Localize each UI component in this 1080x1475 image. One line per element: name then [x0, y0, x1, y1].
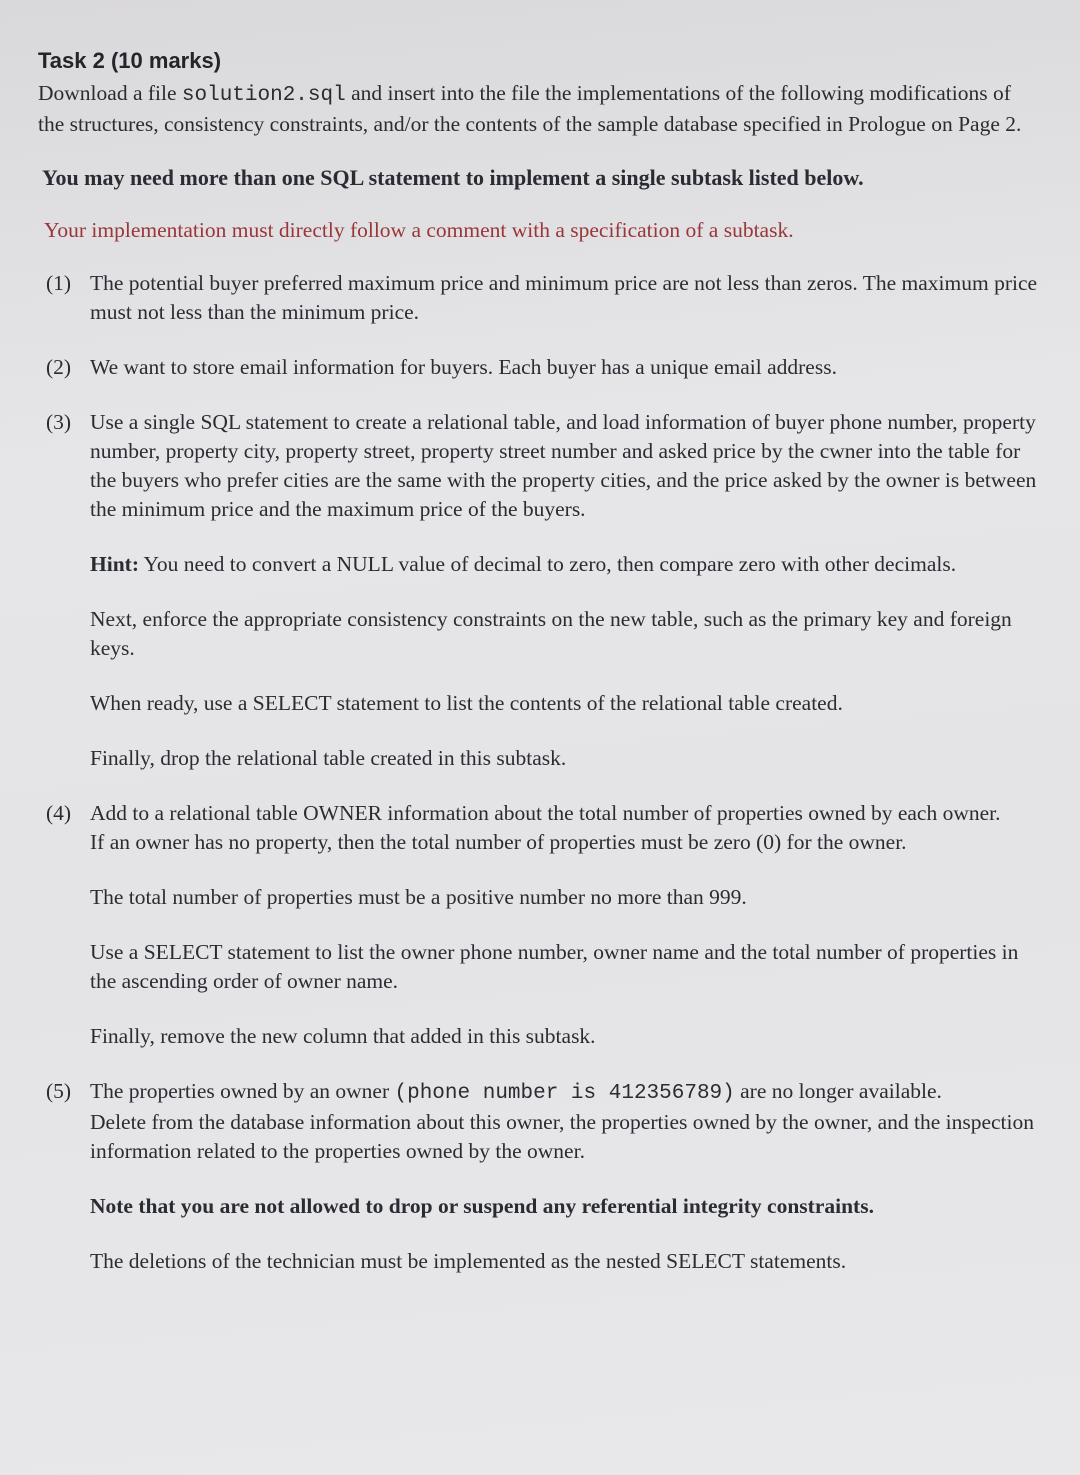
subtask-number: (2) — [46, 355, 72, 379]
subtask-4-paragraph: Add to a relational table OWNER information about the total number of properties owned by each owner. — [90, 801, 1001, 825]
subtask-2 — [38, 353, 1038, 382]
p1-post: are no longer available. — [734, 1079, 942, 1103]
task-intro — [38, 79, 1038, 139]
subtask-3-paragraph: Use a single SQL statement to create a relational table, and load information of buyer phone number, property number, property city, property street, property street number and asked price by the cwner into the table for the buyers who prefer cities are the same with the property cities, and the price asked by the owner is between the minimum price and the maximum price of the buyers. — [90, 410, 1037, 521]
subtask-5 — [38, 1077, 1038, 1276]
subtask-4-paragraph: If an owner has no property, then the total number of properties must be zero (0) for the owner. — [90, 830, 907, 854]
subtask-5-paragraph: Delete from the database information about this owner, the properties owned by the owner, and the inspection information related to the properties owned by the owner. — [90, 1110, 1034, 1163]
subtask-3 — [38, 408, 1038, 773]
subtask-number: (4) — [46, 801, 72, 825]
subtask-number: (5) — [46, 1079, 72, 1103]
document-page — [38, 46, 1038, 1302]
subtask-4-paragraph: Use a SELECT statement to list the owner phone number, owner name and the total number of properties in the ascending order of owner name. — [90, 940, 1019, 993]
intro-pre: Download a file — [38, 81, 182, 105]
intro-filename: solution2.sql — [181, 84, 346, 107]
subtask-3-paragraph: When ready, use a SELECT statement to list the contents of the relational table created. — [90, 691, 843, 715]
subtask-2-text: We want to store email information for buyers. Each buyer has a unique email address. — [90, 355, 837, 379]
intro-post: and insert into the file the implementations of the following modifications of the structures, consistency constraints, and/or the contents of the sample database specified in Prologue on Page 2. — [38, 81, 1022, 136]
subtask-number: (1) — [46, 271, 72, 295]
p1-pre: The properties owned by an owner — [90, 1079, 395, 1103]
hint-label: Hint: — [90, 552, 139, 576]
red-note: Your implementation must directly follow a comment with a specification of a subtask. — [44, 218, 794, 242]
subtask-4 — [38, 799, 1038, 1051]
owner-phone-mono: (phone number is 412356789) — [394, 1082, 735, 1105]
subtask-4-paragraph: The total number of properties must be a positive number no more than 999. — [90, 885, 747, 909]
subtask-3-hint — [90, 550, 1038, 579]
hint-text: You need to convert a NULL value of decimal to zero, then compare zero with other decimals. — [138, 552, 957, 576]
subtask-1-text: The potential buyer preferred maximum price and minimum price are not less than zeros. The maximum price must not less than the minimum price. — [90, 271, 1038, 324]
subtask-1 — [38, 269, 1038, 327]
subtask-5-paragraph: The deletions of the technician must be implemented as the nested SELECT statements. — [90, 1249, 847, 1273]
task-title: Task 2 (10 marks) — [38, 48, 222, 73]
subtask-number: (3) — [46, 410, 72, 434]
emphasis-note: You may need more than one SQL statement to implement a single subtask listed below. — [42, 165, 864, 190]
subtask-5-note: Note that you are not allowed to drop or suspend any referential integrity constraints. — [90, 1194, 874, 1218]
subtask-3-paragraph: Finally, drop the relational table created in this subtask. — [90, 746, 567, 770]
subtask-5-paragraph — [90, 1077, 1038, 1108]
subtask-3-paragraph: Next, enforce the appropriate consistency constraints on the new table, such as the primary key and foreign keys. — [90, 607, 1012, 660]
subtask-4-paragraph: Finally, remove the new column that added in this subtask. — [90, 1024, 596, 1048]
